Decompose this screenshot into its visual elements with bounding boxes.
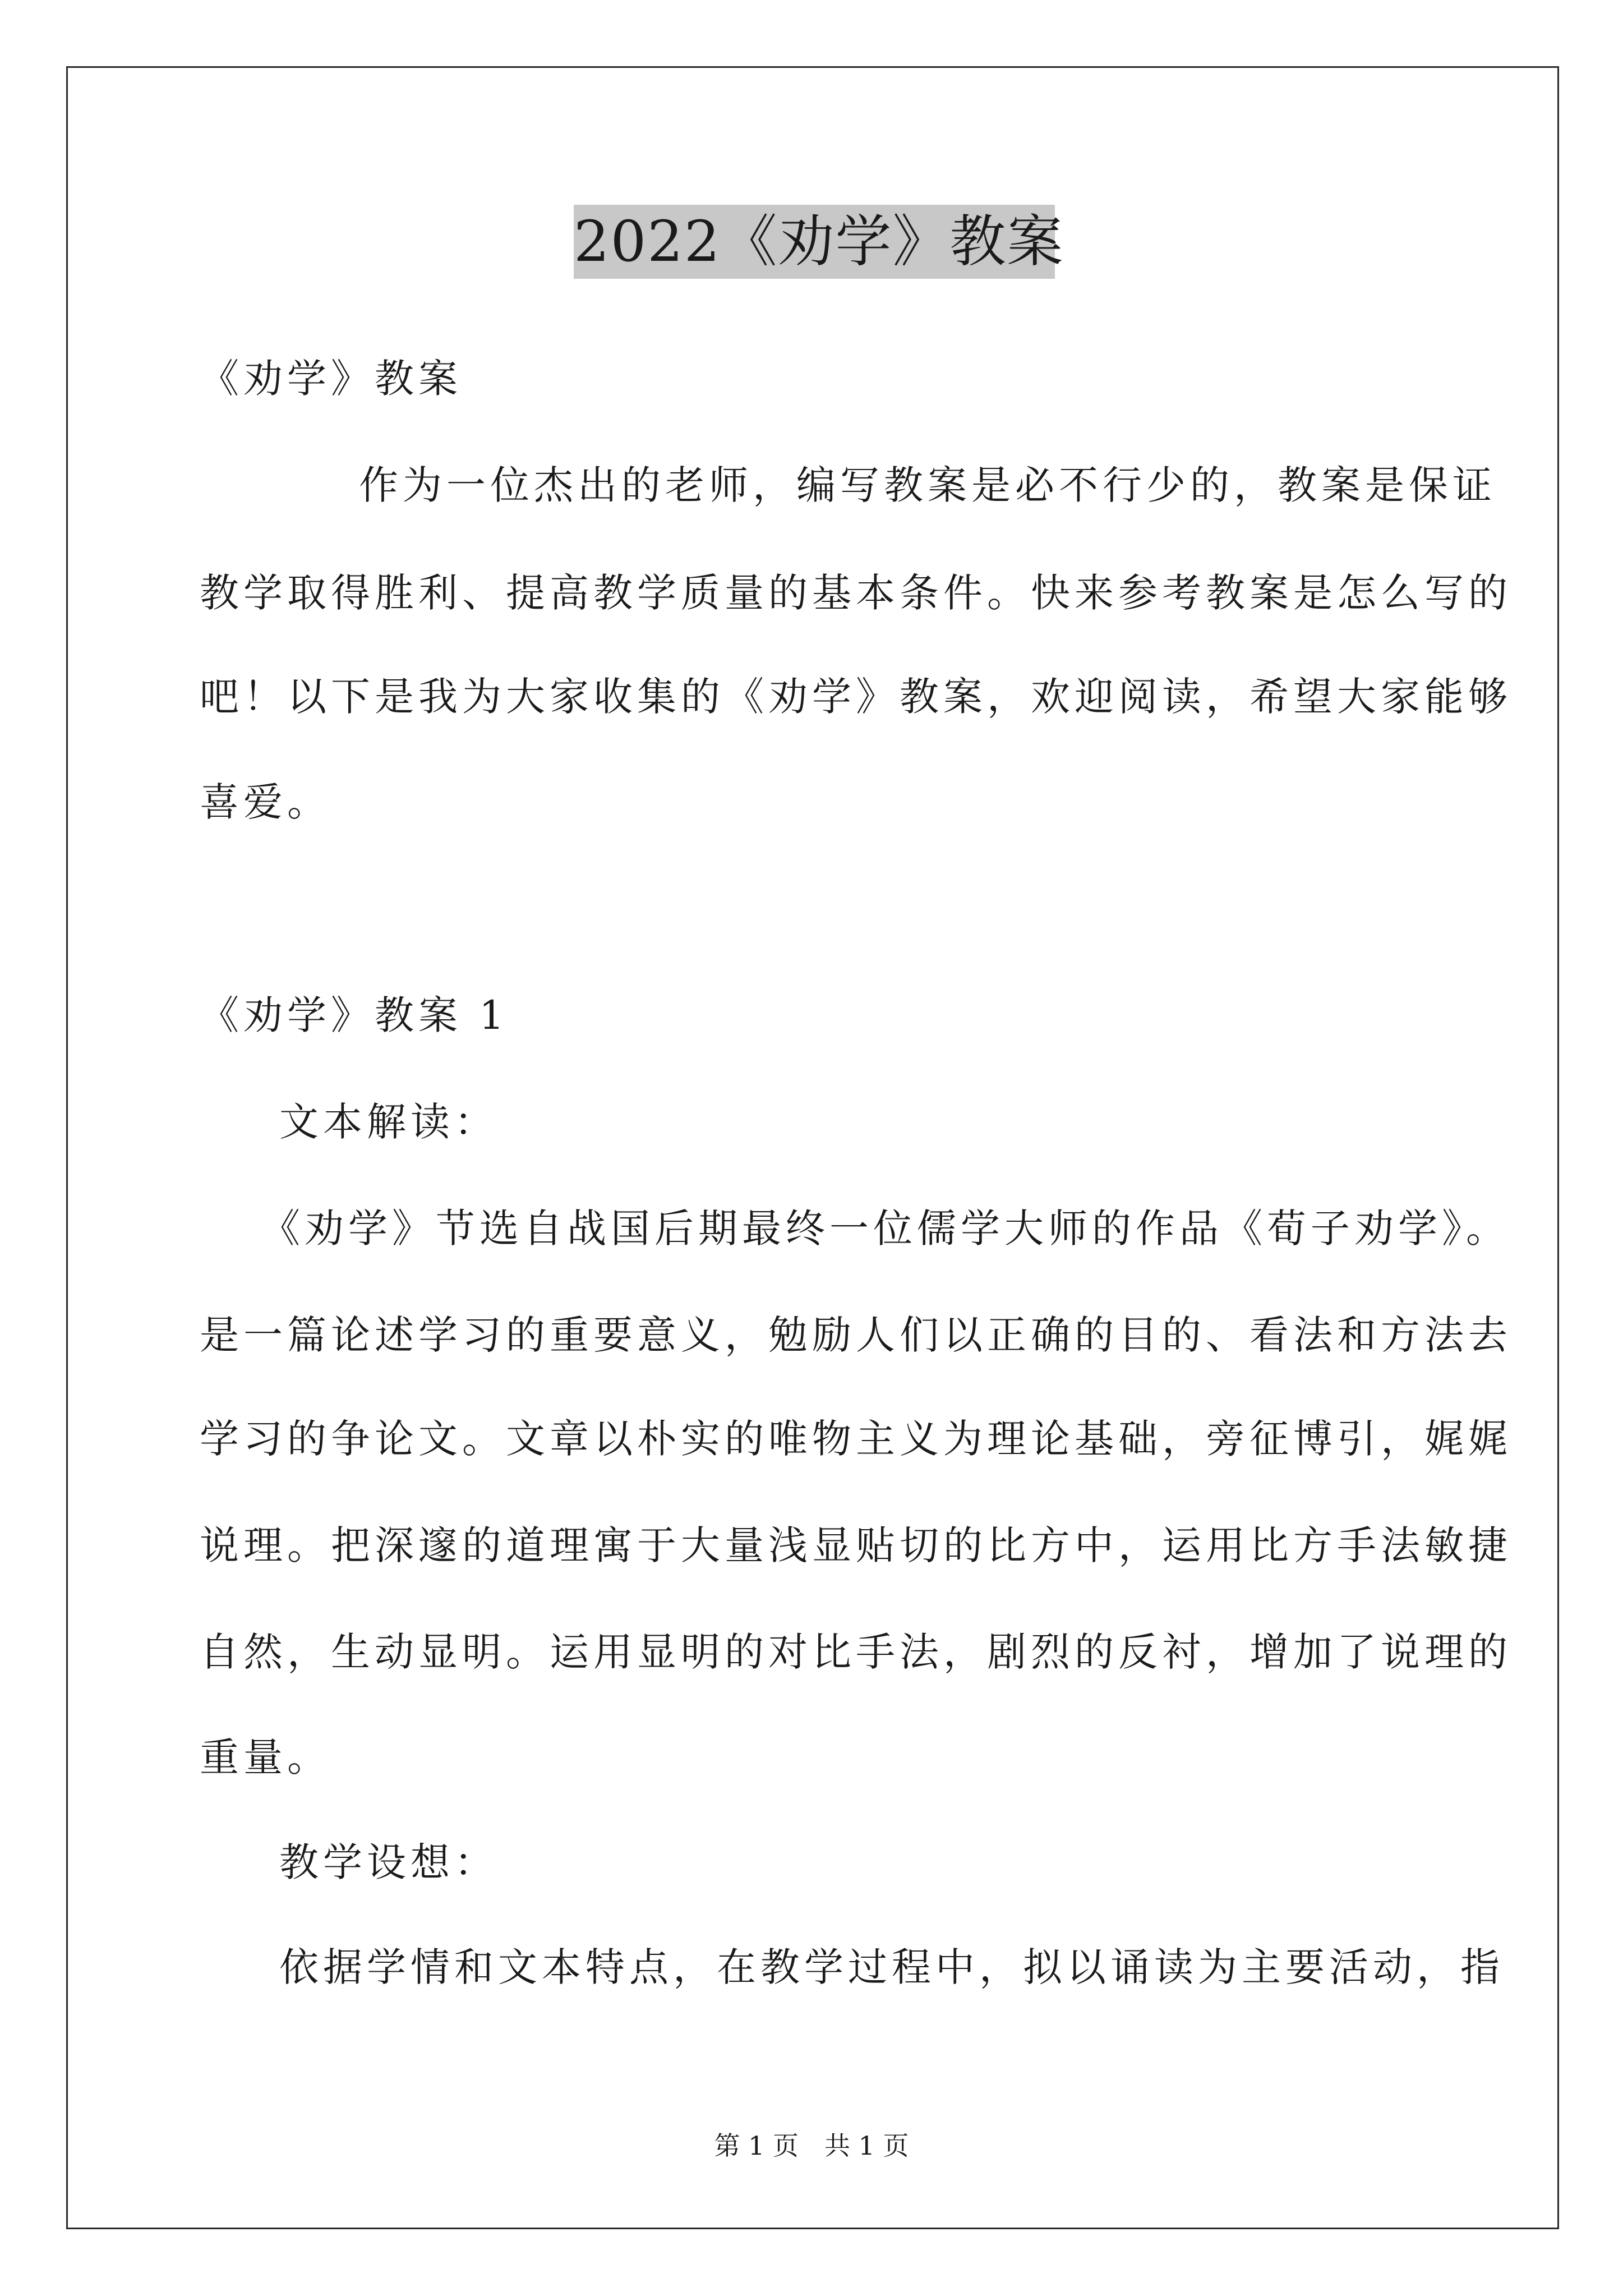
subtitle: 《劝学》教案: [200, 356, 462, 402]
teaching-plan-line-1: 依据学情和文本特点，在教学过程中，拟以诵读为主要活动，指: [279, 1944, 1504, 1990]
section-heading: 《劝学》教案 1: [200, 992, 509, 1038]
intro-line-3: 吧！以下是我为大家收集的《劝学》教案，欢迎阅读，希望大家能够: [200, 674, 1512, 720]
text-reading-line-5: 自然，生动显明。运用显明的对比手法，剧烈的反衬，增加了说理的: [200, 1629, 1512, 1675]
text-reading-line-3: 学习的争论文。文章以朴实的唯物主义为理论基础，旁征博引，娓娓: [200, 1416, 1512, 1462]
intro-line-4: 喜爱。: [200, 779, 331, 825]
intro-line-1: 作为一位杰出的老师，编写教案是必不行少的，教案是保证: [359, 462, 1496, 508]
teaching-plan-label: 教学设想：: [279, 1839, 498, 1885]
intro-line-2: 教学取得胜利、提高教学质量的基本条件。快来参考教案是怎么写的: [200, 570, 1512, 616]
text-reading-label: 文本解读：: [279, 1099, 498, 1145]
text-reading-line-2: 是一篇论述学习的重要意义，勉励人们以正确的目的、看法和方法去: [200, 1312, 1512, 1358]
text-reading-line-6: 重量。: [200, 1734, 331, 1780]
text-reading-line-1: 《劝学》节选自战国后期最终一位儒学大师的作品《荀子劝学》。: [261, 1205, 1510, 1251]
text-reading-line-4: 说理。把深邃的道理寓于大量浅显贴切的比方中，运用比方手法敏捷: [200, 1522, 1512, 1568]
page-footer: 第 1 页 共 1 页: [714, 2131, 909, 2161]
document-title: 2022《劝学》教案: [574, 205, 1055, 279]
